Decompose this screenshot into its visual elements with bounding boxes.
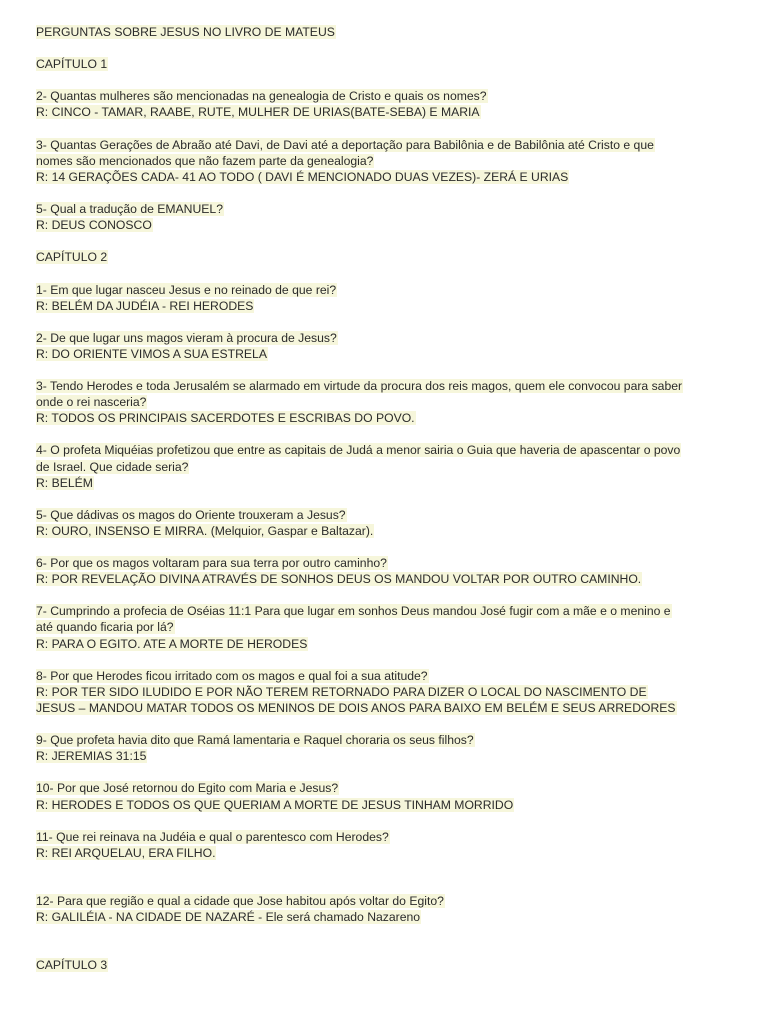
text-line: 7- Cumprindo a profecia de Oséias 11:1 Para que lugar em sonhos Deus mandou José fugir com a mãe e o menino e — [36, 604, 671, 619]
question-block — [36, 780, 736, 812]
text-line: R: POR TER SIDO ILUDIDO E POR NÃO TEREM RETORNADO PARA DIZER O LOCAL DO NASCIMENTO DE — [36, 684, 647, 699]
question-block — [36, 603, 736, 651]
text-line: R: HERODES E TODOS OS QUE QUERIAM A MORTE DE JESUS TINHAM MORRIDO — [36, 797, 514, 812]
text-line: R: CINCO - TAMAR, RAABE, RUTE, MULHER DE URIAS(BATE-SEBA) E MARIA — [36, 105, 480, 120]
question-block — [36, 555, 736, 587]
text-line: R: DEUS CONOSCO — [36, 218, 152, 233]
question-block — [36, 507, 736, 539]
question-block — [36, 378, 736, 426]
question-block — [36, 829, 736, 861]
text-line: R: BELÉM — [36, 475, 93, 490]
text-line: 5- Que dádivas os magos do Oriente trouxeram a Jesus? — [36, 507, 346, 522]
text-line: 2- De que lugar uns magos vieram à procura de Jesus? — [36, 330, 337, 345]
text-line: R: TODOS OS PRINCIPAIS SACERDOTES E ESCRIBAS DO POVO. — [36, 411, 415, 426]
text-line: 8- Por que Herodes ficou irritado com os magos e qual foi a sua atitude? — [36, 668, 428, 683]
question-block — [36, 668, 736, 716]
text-line: 4- O profeta Miquéias profetizou que entre as capitais de Judá a menor sairia o Guia que haveria de apascentar o povo — [36, 443, 681, 458]
text-line: R: OURO, INSENSO E MIRRA. (Melquior, Gaspar e Baltazar). — [36, 523, 374, 538]
text-line: 10- Por que José retornou do Egito com Maria e Jesus? — [36, 781, 339, 796]
question-block — [36, 137, 736, 185]
text-line: 5- Qual a tradução de EMANUEL? — [36, 202, 223, 217]
text-line: R: 14 GERAÇÕES CADA- 41 AO TODO ( DAVI É MENCIONADO DUAS VEZES)- ZERÁ E URIAS — [36, 169, 569, 184]
text-line: até quando ficaria por lá? — [36, 620, 174, 635]
text-line: 9- Que profeta havia dito que Ramá lamentaria e Raquel choraria os seus filhos? — [36, 733, 474, 748]
question-block — [36, 88, 736, 120]
text-line: 11- Que rei reinava na Judéia e qual o parentesco com Herodes? — [36, 829, 389, 844]
chapter-heading: CAPÍTULO 1 — [36, 57, 108, 72]
text-line: R: DO ORIENTE VIMOS A SUA ESTRELA — [36, 346, 267, 361]
question-block — [36, 282, 736, 314]
question-block — [36, 893, 736, 925]
chapter-heading: CAPÍTULO 2 — [36, 250, 108, 265]
chapter-2-questions — [36, 282, 736, 877]
question-line: 12- Para que região e qual a cidade que Jose habitou após voltar do Egito? — [36, 894, 444, 909]
text-line: nomes são mencionados que não fazem parte da genealogia? — [36, 153, 374, 168]
text-line: R: REI ARQUELAU, ERA FILHO. — [36, 845, 216, 860]
text-line: 2- Quantas mulheres são mencionadas na genealogia de Cristo e quais os nomes? — [36, 89, 487, 104]
text-line: 6- Por que os magos voltaram para sua terra por outro caminho? — [36, 556, 387, 571]
text-line: JESUS – MANDOU MATAR TODOS OS MENINOS DE DOIS ANOS PARA BAIXO EM BELÉM E SEUS ARREDORES — [36, 700, 676, 715]
document-page — [36, 24, 736, 974]
text-line: 3- Tendo Herodes e toda Jerusalém se alarmado em virtude da procura dos reis magos, quem ele convocou para saber — [36, 379, 683, 394]
question-block — [36, 442, 736, 490]
text-line: 1- Em que lugar nasceu Jesus e no reinado de que rei? — [36, 282, 337, 297]
question-block — [36, 330, 736, 362]
answer-line: R: GALILÉIA - NA CIDADE DE NAZARÉ - Ele será chamado Nazareno — [36, 910, 421, 925]
question-block — [36, 732, 736, 764]
chapter-heading: CAPÍTULO 3 — [36, 958, 108, 973]
chapter-1-questions — [36, 88, 736, 249]
document-title: PERGUNTAS SOBRE JESUS NO LIVRO DE MATEUS — [36, 25, 335, 39]
text-line: R: PARA O EGITO. ATE A MORTE DE HERODES — [36, 636, 308, 651]
text-line: R: POR REVELAÇÃO DIVINA ATRAVÉS DE SONHOS DEUS OS MANDOU VOLTAR POR OUTRO CAMINHO. — [36, 572, 642, 587]
text-line: R: JEREMIAS 31:15 — [36, 749, 147, 764]
text-line: de Israel. Que cidade seria? — [36, 459, 189, 474]
question-block — [36, 201, 736, 233]
text-line: onde o rei nasceria? — [36, 395, 147, 410]
text-line: R: BELÉM DA JUDÉIA - REI HERODES — [36, 298, 254, 313]
text-line: 3- Quantas Gerações de Abraão até Davi, de Davi até a deportação para Babilônia e de Babilônia até Cristo e que — [36, 137, 654, 152]
